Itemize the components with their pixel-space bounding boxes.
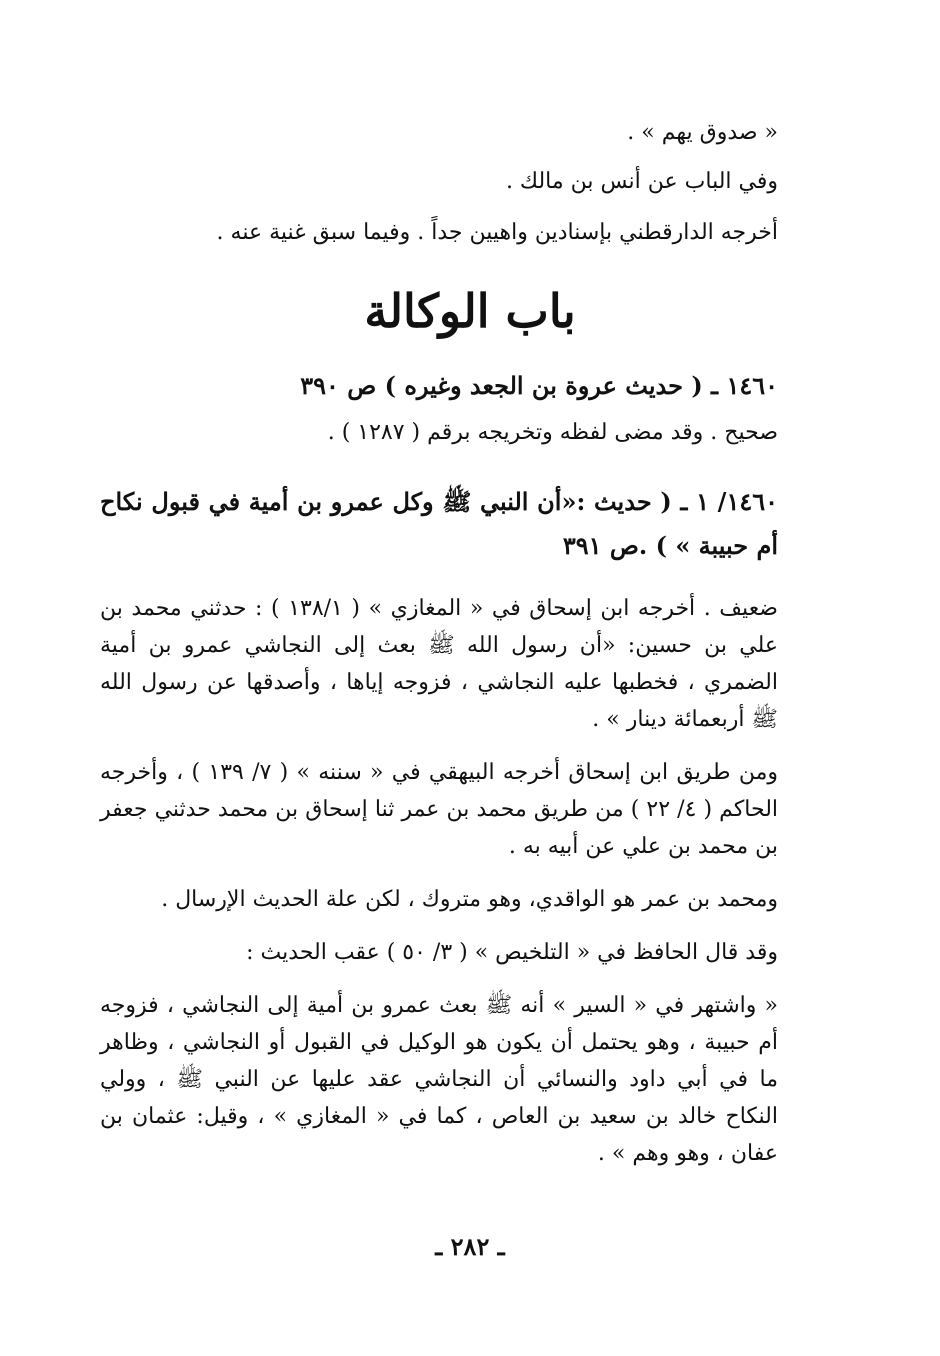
paragraph: « واشتهر في « السير » أنه ﷺ بعث عمرو بن أمية إلى النجاشي ، فزوجه أم حبيبة ، وهو يحتمل أن يكون هو الوكيل في القبول أو النجاشي ، وظاهر ما في أبي داود والنسائي أن النجاشي عقد عليها عن النبي ﷺ ، وولي النكاح خالد بن سعيد بن العاص ، كما في « المغازي » ، وقيل: عثمان بن عفان ، وهو وهم » .	[100, 993, 778, 1166]
hadith-heading: ١٤٦٠ ـ ( حديث عروة بن الجعد وغيره ) ص ٣٩٠	[300, 371, 778, 400]
hadith-grade: صحيح . وقد مضى لفظه وتخريجه برقم ( ١٢٨٧ ) .	[327, 420, 778, 445]
paragraph: ضعيف . أخرجه ابن إسحاق في « المغازي » ( ١٣٨/١ ) : حدثني محمد بن علي بن حسين: «أن رسول الله ﷺ بعث إلى النجاشي عمرو بن أمية الضمري ، فخطبها عليه النجاشي ، فزوجه إياها ، وأصدقها عن رسول الله ﷺ أربعمائة دينار » .	[100, 596, 778, 732]
text-line: وفي الباب عن أنس بن مالك .	[505, 169, 778, 194]
page-number: ـ ٢٨٢ ـ	[435, 1232, 505, 1261]
text-line: « صدوق يهم » .	[627, 120, 778, 145]
hadith-heading: ١٤٦٠/ ١ ـ ( حديث :«أن النبي ﷺ وكل عمرو بن أمية في قبول نكاح أم حبيبة » ) .ص ٣٩١	[100, 487, 778, 560]
hadith-1460	[100, 364, 778, 451]
top-notes	[100, 114, 778, 251]
paragraph: ومحمد بن عمر هو الواقدي، وهو متروك ، لكن علة الحديث الإرسال .	[161, 887, 778, 912]
chapter-title: باب الوكالة	[364, 284, 576, 338]
hadith-1460-1	[100, 480, 778, 1172]
text-line: أخرجه الدارقطني بإسنادين واهيين جداً . وفيما سبق غنية عنه .	[216, 220, 778, 245]
paragraph: وقد قال الحافظ في « التلخيص » ( ٣/ ٥٠ ) عقب الحديث :	[246, 940, 778, 965]
paragraph: ومن طريق ابن إسحاق أخرجه البيهقي في « سننه » ( ٧/ ١٣٩ ) ، وأخرجه الحاكم ( ٤/ ٢٢ ) من طريق محمد بن عمر ثنا إسحاق بن محمد حدثني جعفر بن محمد بن علي عن أبيه به .	[100, 760, 779, 859]
